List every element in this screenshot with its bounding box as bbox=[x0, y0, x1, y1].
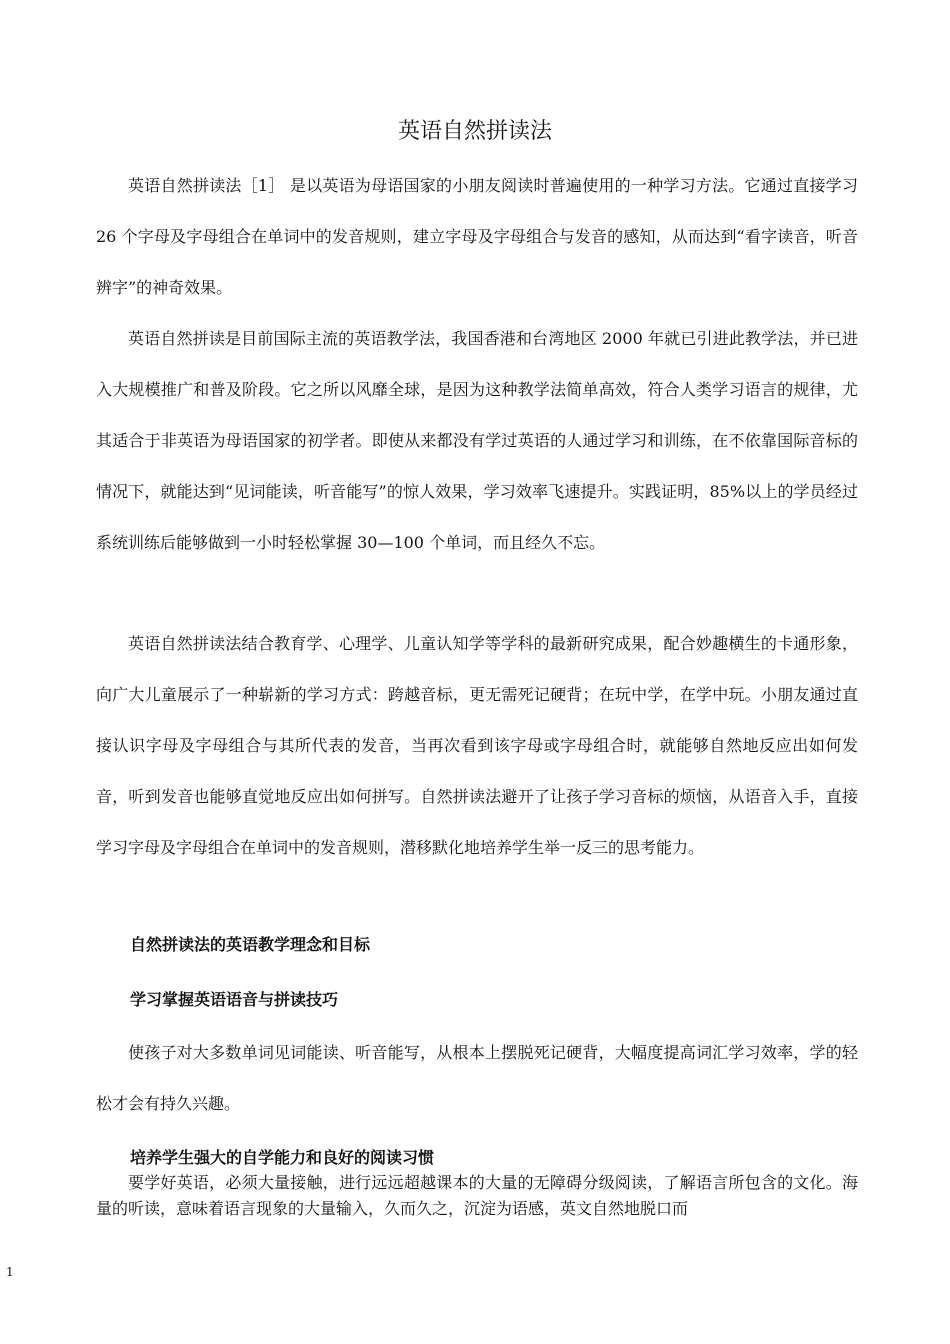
page-number: 1 bbox=[6, 1265, 14, 1279]
paragraph-intro: 英语自然拼读法［1］ 是以英语为母语国家的小朋友阅读时普遍使用的一种学习方法。它通过直接学习 26 个字母及字母组合在单词中的发音规则，建立字母及字母组合与发音的感知，从而达到“看字读音，听音辨字”的神奇效果。 bbox=[96, 176, 858, 297]
heading-teaching-philosophy: 自然拼读法的英语教学理念和目标 bbox=[130, 935, 371, 954]
heading-self-study: 培养学生强大的自学能力和良好的阅读习惯 bbox=[130, 1148, 435, 1167]
paragraph-vocabulary: 使孩子对大多数单词见词能读、听音能写，从根本上摆脱死记硬背，大幅度提高词汇学习效率，学的轻松才会有持久兴趣。 bbox=[96, 1043, 858, 1113]
paragraph-reading: 要学好英语，必须大量接触，进行远远超越课本的大量的无障碍分级阅读，了解语言所包含的文化。海量的听读，意味着语言现象的大量输入，久而久之，沉淀为语感，英文自然地脱口而 bbox=[96, 1173, 858, 1218]
paragraph-method: 英语自然拼读法结合教育学、心理学、儿童认知学等学科的最新研究成果，配合妙趣横生的卡通形象，向广大儿童展示了一种崭新的学习方式：跨越音标，更无需死记硬背；在玩中学，在学中玩。小朋友通过直接认识字母及字母组合与其所代表的发音，当再次看到该字母或字母组合时，就能够自然地反应出如何发音，听到发音也能够直觉地反应出如何拼写。自然拼读法避开了让孩子学习音标的烦恼，从语音入手，直接学习字母及字母组合在单词中的发音规则，潜移默化地培养学生举一反三的思考能力。 bbox=[96, 634, 858, 857]
paragraph-popularity: 英语自然拼读是目前国际主流的英语教学法，我国香港和台湾地区 2000 年就已引进此教学法，并已进入大规模推广和普及阶段。它之所以风靡全球，是因为这种教学法简单高效，符合人类学习语言的规律，尤其适合于非英语为母语国家的初学者。即使从来都没有学过英语的人通过学习和训练，在不依靠国际音标的情况下，就能达到“见词能读，听音能写”的惊人效果，学习效率飞速提升。实践证明，85%以上的学员经过系统训练后能够做到一小时轻松掌握 30—100 个单词，而且经久不忘。 bbox=[96, 329, 858, 552]
heading-phonics-skills: 学习掌握英语语音与拼读技巧 bbox=[130, 990, 339, 1009]
document-title: 英语自然拼读法 bbox=[397, 119, 552, 144]
